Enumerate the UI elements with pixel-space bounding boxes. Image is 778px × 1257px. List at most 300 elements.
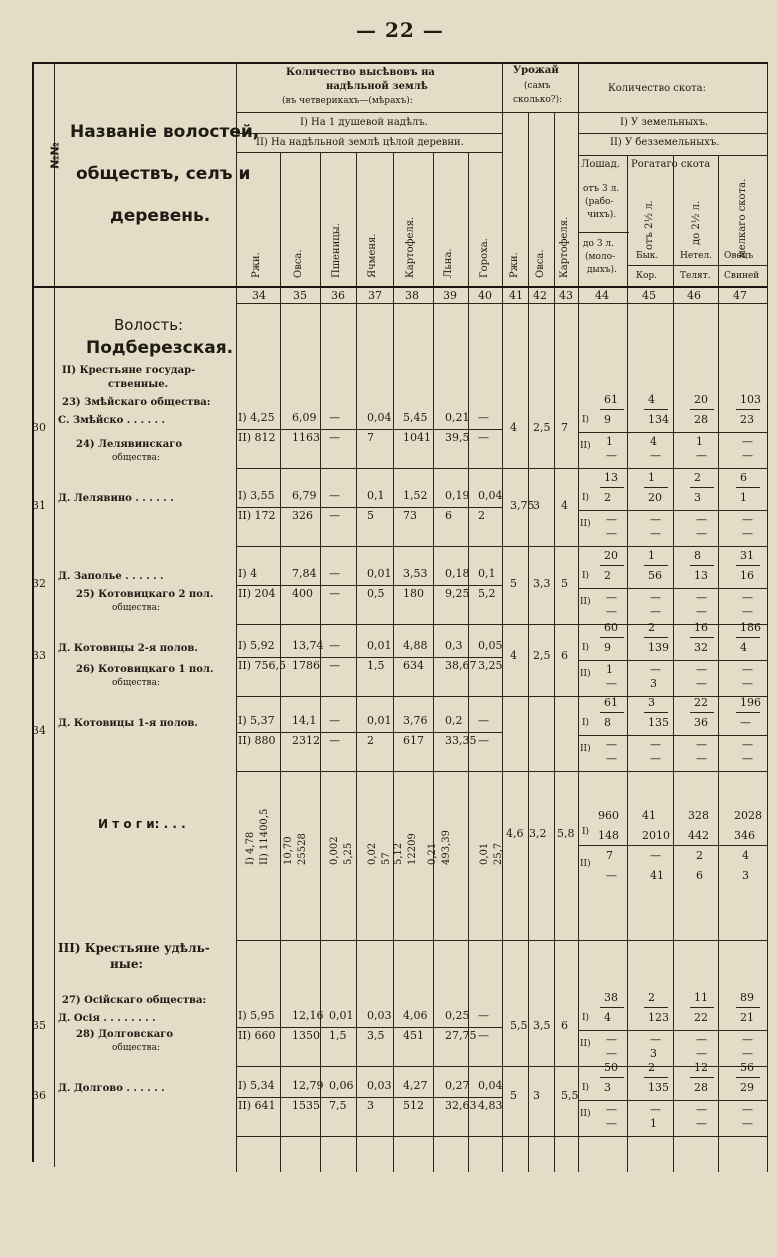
landed-header: I) У земельныхъ.: [620, 117, 709, 128]
society-name: 28) Долговскаго: [76, 1029, 174, 1040]
sowing-village: 7: [367, 431, 374, 444]
cattle-landed-bottom: 4: [604, 1011, 611, 1024]
sowing-per-soul: —: [329, 714, 340, 727]
fraction-bar: [690, 1077, 714, 1078]
cattle-landless-top: —: [742, 1033, 753, 1046]
sowing-per-soul: 6,79: [292, 489, 317, 502]
cattle-landed-bottom: 13: [694, 569, 708, 582]
cattle-landed-marker: I): [582, 415, 590, 425]
row-number: 33: [32, 649, 46, 662]
cattle-landless-bottom: —: [696, 1047, 707, 1060]
cattle-landed-bottom: 23: [740, 413, 754, 426]
sowing-per-soul: 12,79: [292, 1079, 324, 1092]
sowing-village: 2: [367, 734, 374, 747]
cattle-landless-top: —: [606, 591, 617, 604]
fraction-bar: [600, 565, 624, 566]
fraction-bar: [644, 712, 668, 713]
sowing-village: 1,5: [329, 1029, 347, 1042]
cattle-landed-marker: I): [582, 571, 590, 581]
total-village: 57: [381, 852, 392, 865]
cattle-landless-bottom: —: [742, 449, 753, 462]
sowing-per-soul: 0,2: [445, 714, 463, 727]
sowing-per-soul: I) 5,37: [238, 714, 275, 727]
row-bottom: [236, 468, 767, 469]
cattle-landless-bottom: —: [650, 527, 661, 540]
horses-work-3: чихъ).: [587, 210, 617, 220]
landless-header: II) У безземельныхъ.: [610, 137, 720, 148]
cattle-landless-top: —: [606, 738, 617, 751]
cattle-landless-bottom: —: [742, 605, 753, 618]
cattle-landless-top: —: [742, 1103, 753, 1116]
sowing-per-soul: 0,19: [445, 489, 470, 502]
cattle-landless-marker: II): [580, 1039, 591, 1049]
sowing-village: —: [329, 509, 340, 522]
sowing-per-soul: 7,84: [292, 567, 317, 580]
row-number: 36: [32, 1089, 46, 1102]
column-number: 39: [443, 289, 457, 302]
fraction-bar: [644, 637, 668, 638]
cattle-header: Количество скота:: [608, 83, 707, 94]
divider-right: [767, 62, 768, 1172]
society-name: 26) Котовицкаго 1 пол.: [76, 664, 214, 675]
sowing-village: 512: [403, 1099, 424, 1112]
cattle-landless-top: —: [742, 435, 753, 448]
cattle-landed-bottom: 29: [740, 1081, 754, 1094]
sowing-village: 73: [403, 509, 417, 522]
cattle-landless-top: —: [650, 513, 661, 526]
column-number: 42: [533, 289, 547, 302]
column-number: 43: [559, 289, 573, 302]
sowing-per-soul: 4,27: [403, 1079, 428, 1092]
harvest-value: 5: [510, 577, 517, 590]
total-harvest: 5,8: [557, 827, 575, 840]
harvest-value: 7: [561, 421, 568, 434]
cattle-landed-bottom: 21: [740, 1011, 754, 1024]
fraction-bar: [736, 637, 760, 638]
fraction-bar: [690, 487, 714, 488]
crop-rye: Ржи.: [251, 252, 262, 278]
sowing-per-soul: 6,09: [292, 411, 317, 424]
divider-sowing: [502, 62, 503, 1172]
column-number: 36: [331, 289, 345, 302]
sowing-village: II) 172: [238, 509, 276, 522]
header-bottom: [32, 286, 767, 288]
cattle-landed-top: 61: [604, 393, 618, 406]
cattle-landless-bottom: —: [742, 1117, 753, 1130]
row-divider: [236, 429, 502, 430]
sowing-village: 32,63: [445, 1099, 477, 1112]
harvest-value: 6: [561, 649, 568, 662]
sowing-village: II) 812: [238, 431, 276, 444]
cattle-landed-top: 89: [740, 991, 754, 1004]
cattle-landless-marker: II): [580, 441, 591, 451]
sowing-village: 3: [367, 1099, 374, 1112]
harvest-value: 2,5: [533, 649, 551, 662]
fraction-bar: [736, 487, 760, 488]
harvest-value: 6: [561, 1019, 568, 1032]
society-label: общества:: [112, 603, 161, 613]
cattle-landless-bottom: 3: [650, 1047, 657, 1060]
cattle-landed-bottom: —: [740, 716, 751, 729]
header-line: [578, 155, 767, 156]
cattle-landed-bottom: 3: [604, 1081, 611, 1094]
sowing-village: 2: [478, 509, 485, 522]
row-number: 35: [32, 1019, 46, 1032]
cattle-landed-top: 13: [604, 471, 618, 484]
sowing-village: 326: [292, 509, 313, 522]
total-landless-top: 7: [606, 849, 613, 862]
cattle-landed-top: 61: [604, 696, 618, 709]
cattle-landed-top: 6: [740, 471, 747, 484]
sowing-header-2: надѣльной землѣ: [326, 81, 428, 92]
sowing-per-soul: 0,05: [478, 639, 503, 652]
whole-village-header: II) На надѣльной землѣ цѣлой деревни.: [256, 137, 464, 148]
total-village: 25,7: [493, 842, 504, 865]
total-landed-top: 960: [598, 809, 619, 822]
fraction-bar: [600, 712, 624, 713]
total-village: 12209: [407, 833, 418, 865]
sowing-per-soul: —: [478, 1009, 489, 1022]
divider-no-col: [54, 62, 55, 1167]
cattle-landed-bottom: 3: [694, 491, 701, 504]
cattle-landed-top: 8: [694, 549, 701, 562]
cattle-landed-top: 3: [648, 696, 655, 709]
total-village: 5,25: [343, 842, 354, 865]
total-landed-bottom: 148: [598, 829, 619, 842]
cattle-landless-bottom: —: [742, 1047, 753, 1060]
sowing-village: II) 756,5: [238, 659, 286, 672]
name-header-2: обществъ, селъ и: [76, 164, 251, 184]
cattle-landless-top: —: [650, 663, 661, 676]
cattle-landed-top: 1: [648, 471, 655, 484]
cattle-landless-bottom: —: [696, 449, 707, 462]
row-divider: [236, 732, 502, 733]
harvest-value: 5,5: [510, 1019, 528, 1032]
total-per-soul: 0,02: [367, 842, 378, 865]
total-landed-bottom: 2010: [642, 829, 670, 842]
row-number: 30: [32, 421, 46, 434]
sowing-per-soul: 0,27: [445, 1079, 470, 1092]
cattle-landed-top: 16: [694, 621, 708, 634]
society-name: 23) Змѣйскаго общества:: [62, 397, 211, 408]
cattle-landed-bottom: 28: [694, 413, 708, 426]
cattle-landed-bottom: 134: [648, 413, 669, 426]
fraction-bar: [690, 637, 714, 638]
fraction-bar: [600, 409, 624, 410]
row-divider: [578, 845, 767, 846]
cattle-landless-marker: II): [580, 744, 591, 754]
sowing-village: 617: [403, 734, 424, 747]
sowing-village: —: [329, 659, 340, 672]
sowing-per-soul: —: [329, 567, 340, 580]
cattle-landless-top: 1: [606, 663, 613, 676]
total-landless-top: —: [650, 849, 661, 862]
fraction-bar: [736, 409, 760, 410]
row-divider: [578, 735, 767, 736]
sowing-village: —: [478, 1029, 489, 1042]
header-line: [236, 133, 502, 134]
section-state-2: ственные.: [108, 379, 169, 390]
sowing-per-soul: 4,06: [403, 1009, 428, 1022]
cattle-landed-bottom: 16: [740, 569, 754, 582]
sowing-village: 1535: [292, 1099, 320, 1112]
row-divider: [236, 657, 502, 658]
sowing-village: 1786: [292, 659, 320, 672]
society-name: 25) Котовицкаго 2 пол.: [76, 589, 214, 600]
society-name: 27) Осійскаго общества:: [62, 995, 207, 1006]
sowing-village: 180: [403, 587, 424, 600]
harvest-value: 3,5: [533, 1019, 551, 1032]
col-sep: [433, 152, 434, 1172]
total-landed-bottom: 442: [688, 829, 709, 842]
sowing-village: 5: [367, 509, 374, 522]
col-sep: [528, 112, 529, 1172]
column-number: 46: [687, 289, 701, 302]
section-state-1: II) Крестьяне государ-: [62, 365, 196, 376]
row-divider: [578, 588, 767, 589]
sowing-village: 39,5: [445, 431, 470, 444]
total-per-soul: 5,12: [393, 842, 404, 865]
cattle-landed-top: 20: [604, 549, 618, 562]
cattle-landless-bottom: —: [696, 605, 707, 618]
fraction-bar: [690, 1007, 714, 1008]
fraction-bar: [600, 1077, 624, 1078]
totals-landless-marker: II): [580, 859, 591, 869]
cattle-landless-bottom: —: [606, 1047, 617, 1060]
harvest-header-1: Урожай: [513, 65, 559, 76]
sowing-village: —: [329, 734, 340, 747]
cattle-landed-marker: I): [582, 643, 590, 653]
cattle-landless-bottom: —: [606, 605, 617, 618]
sowing-per-soul: —: [329, 639, 340, 652]
sowing-per-soul: 14,1: [292, 714, 317, 727]
row-divider: [578, 1030, 767, 1031]
sowing-per-soul: 3,76: [403, 714, 428, 727]
row-divider: [236, 1097, 502, 1098]
fraction-bar: [600, 1007, 624, 1008]
sowing-village: 3,5: [367, 1029, 385, 1042]
horses-young-2: (моло-: [585, 252, 616, 262]
total-per-soul: 0,21: [427, 842, 438, 865]
village-name: Д. Котовицы 2-я полов.: [58, 643, 198, 654]
society-label: общества:: [112, 678, 161, 688]
sowing-per-soul: 5,45: [403, 411, 428, 424]
fraction-bar: [600, 637, 624, 638]
sowing-per-soul: I) 4: [238, 567, 258, 580]
sowing-per-soul: I) 5,92: [238, 639, 275, 652]
fraction-bar: [736, 1007, 760, 1008]
sowing-village: 2312: [292, 734, 320, 747]
cattle-landless-top: —: [696, 1033, 707, 1046]
col-sep: [673, 155, 674, 1172]
cattle-landless-bottom: —: [696, 677, 707, 690]
crop-oats: Овса.: [293, 249, 304, 278]
horses-young-3: дыхъ).: [587, 265, 617, 275]
cattle-landed-top: 12: [694, 1061, 708, 1074]
sowing-header-3: (въ четверикахъ—(мѣрахъ):: [282, 96, 413, 106]
harvest-oats: Овса.: [535, 249, 546, 278]
cattle-landless-bottom: —: [696, 752, 707, 765]
sowing-per-soul: 4,88: [403, 639, 428, 652]
sowing-per-soul: 0,3: [445, 639, 463, 652]
fraction-bar: [644, 1077, 668, 1078]
sowing-village: 6: [445, 509, 452, 522]
cattle-landless-marker: II): [580, 519, 591, 529]
harvest-value: 4: [510, 649, 517, 662]
sowing-per-soul: —: [329, 411, 340, 424]
fraction-bar: [736, 565, 760, 566]
cattle-landed-top: 186: [740, 621, 761, 634]
cattle-landless-marker: II): [580, 597, 591, 607]
sowing-village: 4,83: [478, 1099, 503, 1112]
from-2-5-header: отъ 2½ л.: [644, 200, 655, 250]
cattle-landless-top: —: [606, 1103, 617, 1116]
sowing-per-soul: —: [478, 411, 489, 424]
col-sep: [627, 155, 628, 1172]
total-village: 493,39: [441, 830, 452, 865]
cattle-landed-top: 20: [694, 393, 708, 406]
cattle-landless-bottom: —: [742, 677, 753, 690]
total-harvest: 3,2: [529, 827, 547, 840]
cattle-landless-top: —: [742, 663, 753, 676]
horses-work-2: (рабо-: [585, 197, 614, 207]
cattle-landless-bottom: —: [742, 527, 753, 540]
header-line: [236, 152, 502, 153]
column-number: 34: [252, 289, 266, 302]
total-landless-bottom: —: [606, 869, 617, 882]
cattle-landed-top: 60: [604, 621, 618, 634]
row-bottom: [236, 696, 767, 697]
table-left-border: [32, 62, 34, 1162]
harvest-value: 3: [533, 1089, 540, 1102]
cattle-landed-marker: I): [582, 718, 590, 728]
name-header-3: деревень.: [110, 206, 211, 226]
harvest-rye: Ржи.: [509, 252, 520, 278]
cattle-landless-marker: II): [580, 1109, 591, 1119]
table-top-border: [32, 62, 767, 64]
cattle-landless-bottom: —: [650, 449, 661, 462]
row-divider: [236, 585, 502, 586]
society-label: общества:: [112, 453, 161, 463]
harvest-value: 5: [561, 577, 568, 590]
row-divider: [578, 432, 767, 433]
divider-name-col: [236, 62, 237, 1172]
sowing-per-soul: I) 5,34: [238, 1079, 275, 1092]
fraction-bar: [644, 1007, 668, 1008]
cattle-landed-bottom: 2: [604, 569, 611, 582]
cattle-landless-bottom: —: [606, 449, 617, 462]
cattle-landed-top: 2: [648, 1061, 655, 1074]
fraction-bar: [736, 712, 760, 713]
cattle-landless-top: —: [742, 591, 753, 604]
colnum-line: [236, 303, 767, 304]
cattle-landless-bottom: —: [606, 1117, 617, 1130]
cattle-landless-top: —: [742, 738, 753, 751]
crop-barley: Ячменя.: [367, 233, 378, 278]
total-harvest: 4,6: [506, 827, 524, 840]
cattle-landless-bottom: —: [650, 605, 661, 618]
society-label: общества:: [112, 1043, 161, 1053]
cattle-landless-top: —: [696, 1103, 707, 1116]
sowing-per-soul: 0,06: [329, 1079, 354, 1092]
total-landless-bottom: 3: [742, 869, 749, 882]
column-number: 38: [405, 289, 419, 302]
sowing-village: 38,67: [445, 659, 477, 672]
header-line: [578, 133, 767, 134]
total-landless-top: 4: [742, 849, 749, 862]
calves-header: Телят.: [680, 271, 711, 281]
total-landed-top: 328: [688, 809, 709, 822]
horses-young-1: до 3 л.: [583, 239, 614, 249]
society-name: 24) Лелявинскаго: [76, 439, 183, 450]
cattle-landed-top: 196: [740, 696, 761, 709]
header-line: [578, 232, 629, 233]
fraction-bar: [600, 487, 624, 488]
cattle-landed-bottom: 32: [694, 641, 708, 654]
sowing-per-soul: 0,01: [329, 1009, 354, 1022]
sowing-per-soul: 0,03: [367, 1009, 392, 1022]
col-sep: [718, 155, 719, 1172]
sowing-per-soul: —: [478, 714, 489, 727]
cattle-landed-bottom: 123: [648, 1011, 669, 1024]
harvest-potato: Картофеля.: [559, 216, 570, 278]
total-per-soul: 10,70: [283, 836, 294, 865]
row-divider: [578, 660, 767, 661]
header-line: [627, 265, 767, 266]
harvest-value: 4: [510, 421, 517, 434]
horned-header: Рогатаго скота: [631, 159, 711, 170]
sowing-per-soul: 0,01: [367, 567, 392, 580]
volost-label: Волость:: [114, 316, 184, 334]
col-sep: [393, 152, 394, 1172]
cattle-landed-marker: I): [582, 1013, 590, 1023]
cattle-landless-top: —: [606, 513, 617, 526]
cattle-landed-top: 22: [694, 696, 708, 709]
total-per-soul: I) 4,78: [245, 831, 256, 865]
sowing-village: II) 660: [238, 1029, 276, 1042]
sowing-per-soul: 13,74: [292, 639, 324, 652]
total-village: II) 11400,5: [259, 808, 270, 865]
crop-flax: Льна.: [443, 248, 454, 278]
sheep-header: Овецъ: [724, 251, 754, 261]
cattle-landed-top: 50: [604, 1061, 618, 1074]
sowing-per-soul: 0,04: [478, 489, 503, 502]
sowing-village: II) 204: [238, 587, 276, 600]
cattle-landless-top: 1: [606, 435, 613, 448]
cattle-landed-top: 56: [740, 1061, 754, 1074]
cattle-landed-top: 11: [694, 991, 708, 1004]
sowing-per-soul: 0,1: [478, 567, 496, 580]
column-number: 47: [733, 289, 747, 302]
heifers-header: Нетел.: [680, 251, 713, 261]
row-number: 34: [32, 724, 46, 737]
village-name: С. Змѣйско . . . . . .: [58, 415, 166, 426]
cattle-landless-bottom: —: [606, 677, 617, 690]
cattle-landless-top: —: [606, 1033, 617, 1046]
cattle-landless-bottom: —: [606, 752, 617, 765]
village-name: Д. Долгово . . . . . .: [58, 1083, 165, 1094]
cattle-landless-top: —: [650, 1033, 661, 1046]
cattle-landed-top: 2: [648, 991, 655, 1004]
fraction-bar: [644, 409, 668, 410]
col-sep: [356, 152, 357, 1172]
sowing-per-soul: 1,52: [403, 489, 428, 502]
sowing-per-soul: 0,18: [445, 567, 470, 580]
column-number: 35: [293, 289, 307, 302]
total-landed-bottom: 346: [734, 829, 755, 842]
harvest-value: 3,3: [533, 577, 551, 590]
totals-landed-marker: I): [582, 827, 590, 837]
